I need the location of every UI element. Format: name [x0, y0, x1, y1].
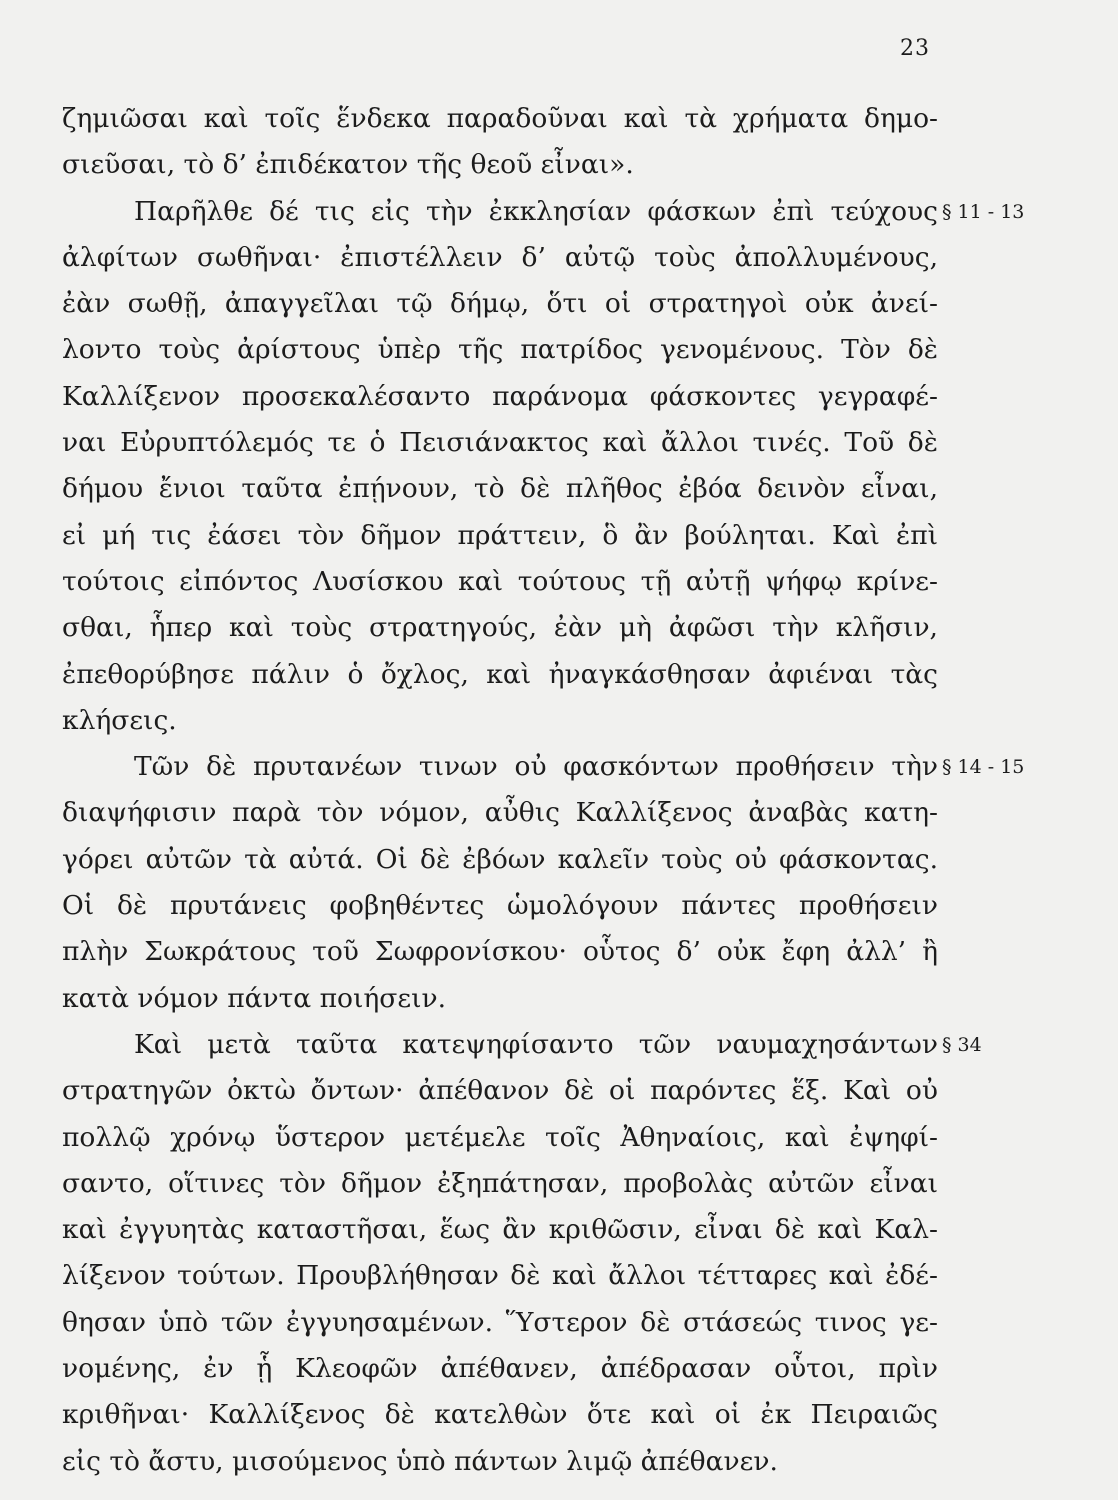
- line-text: εἰ μή τις ἐάσει τὸν δῆμον πράττειν, ὃ ἂν βούληται. Καὶ ἐπὶ: [62, 519, 938, 551]
- text-line: [62, 420, 938, 466]
- text-line: [62, 1115, 938, 1161]
- text-line: [62, 1346, 938, 1392]
- line-text: νομένης, ἐν ᾗ Κλεοφῶν ἀπέθανεν, ἀπέδρασαν οὗτοι, πρὶν: [62, 1353, 938, 1385]
- line-text: σαντο, οἵτινες τὸν δῆμον ἐξηπάτησαν, προβολὰς αὐτῶν εἶναι: [62, 1167, 938, 1199]
- text-line: [62, 513, 938, 559]
- text-line: [62, 327, 938, 373]
- text-line: [62, 1022, 982, 1068]
- line-text: δήμου ἔνιοι ταῦτα ἐπῄνουν, τὸ δὲ πλῆθος ἐβόα δεινὸν εἶναι,: [62, 473, 938, 505]
- page-number: 23: [900, 36, 930, 61]
- line-text: ἐὰν σωθῇ, ἀπαγγεῖλαι τῷ δήμῳ, ὅτι οἱ στρατηγοὶ οὐκ ἀνεί-: [62, 288, 938, 320]
- line-text: ζημιῶσαι καὶ τοῖς ἕνδεκα παραδοῦναι καὶ τὰ χρήματα δημο-: [62, 103, 938, 134]
- text-line: [62, 698, 938, 744]
- line-text: θησαν ὑπὸ τῶν ἐγγυησαμένων. Ὕστερον δὲ στάσεώς τινος γε-: [62, 1306, 938, 1338]
- text-line: [62, 559, 938, 605]
- line-text: καὶ ἐγγυητὰς καταστῆσαι, ἕως ἂν κριθῶσιν, εἶναι δὲ καὶ Καλ-: [62, 1214, 938, 1246]
- line-text: Οἱ δὲ πρυτάνεις φοβηθέντες ὡμολόγουν πάντες προθήσειν: [62, 890, 938, 922]
- text-line: [62, 837, 938, 883]
- text-line: [62, 96, 938, 142]
- text-line: [62, 142, 938, 188]
- text-line: [62, 281, 938, 327]
- line-text: κατὰ νόμον πάντα ποιήσειν.: [62, 982, 446, 1014]
- text-line: [62, 1068, 938, 1114]
- line-text: τούτοις εἰπόντος Λυσίσκου καὶ τούτους τῇ αὐτῇ ψήφῳ κρίνε-: [62, 565, 938, 597]
- text-line: [62, 605, 938, 651]
- text-line: [62, 189, 1025, 235]
- text-line: [62, 1392, 938, 1438]
- line-text: εἰς τὸ ἄστυ, μισούμενος ὑπὸ πάντων λιμῷ ἀπέθανεν.: [62, 1445, 778, 1477]
- line-text: στρατηγῶν ὀκτὼ ὄντων· ἀπέθανον δὲ οἱ παρόντες ἕξ. Καὶ οὐ: [62, 1075, 938, 1107]
- line-text: ἀλφίτων σωθῆναι· ἐπιστέλλειν δ’ αὐτῷ τοὺς ἀπολλυμένους,: [62, 241, 938, 273]
- line-text: κλήσεις.: [62, 704, 177, 736]
- text-line: [62, 1161, 938, 1207]
- text-line: [62, 883, 938, 929]
- line-text: ναι Εὐρυπτόλεμός τε ὁ Πεισιάνακτος καὶ ἄλλοι τινές. Τοῦ δὲ: [62, 427, 938, 459]
- text-line: [62, 929, 938, 975]
- line-text: ἐπεθορύβησε πάλιν ὁ ὄχλος, καὶ ἠναγκάσθησαν ἀφιέναι τὰς: [62, 658, 938, 690]
- line-text: πολλῷ χρόνῳ ὕστερον μετέμελε τοῖς Ἀθηναίοις, καὶ ἐψηφί-: [62, 1121, 938, 1153]
- line-text: λίξενον τούτων. Προυβλήθησαν δὲ καὶ ἄλλοι τέτταρες καὶ ἐδέ-: [62, 1260, 938, 1292]
- text-line: [62, 652, 938, 698]
- line-text: γόρει αὐτῶν τὰ αὐτά. Οἱ δὲ ἐβόων καλεῖν τοὺς οὐ φάσκοντας.: [62, 843, 938, 875]
- text-line: [62, 976, 938, 1022]
- text-line: [62, 466, 938, 512]
- text-line: [62, 744, 1025, 790]
- text-line: [62, 374, 938, 420]
- line-text: διαψήφισιν παρὰ τὸν νόμον, αὖθις Καλλίξενος ἀναβὰς κατη-: [62, 797, 938, 829]
- line-text: σθαι, ἧπερ καὶ τοὺς στρατηγούς, ἐὰν μὴ ἀφῶσι τὴν κλῆσιν,: [62, 612, 938, 644]
- line-text: Καὶ μετὰ ταῦτα κατεψηφίσαντο τῶν ναυμαχησάντων: [134, 1028, 938, 1060]
- text-line: [62, 235, 938, 281]
- text-body: [62, 96, 1025, 1485]
- text-line: [62, 1439, 938, 1485]
- marginal-section-ref: § 34: [942, 1033, 982, 1056]
- line-text: Καλλίξενον προσεκαλέσαντο παράνομα φάσκοντες γεγραφέ-: [62, 380, 938, 412]
- marginal-section-ref: § 14 - 15: [942, 756, 1025, 779]
- line-text: Τῶν δὲ πρυτανέων τινων οὐ φασκόντων προθήσειν τὴν: [134, 751, 938, 783]
- text-line: [62, 1253, 938, 1299]
- text-line: [62, 1207, 938, 1253]
- text-line: [62, 1300, 938, 1346]
- line-text: Παρῆλθε δέ τις εἰς τὴν ἐκκλησίαν φάσκων ἐπὶ τεύχους: [134, 195, 938, 227]
- line-text: κριθῆναι· Καλλίξενος δὲ κατελθὼν ὅτε καὶ οἱ ἐκ Πειραιῶς: [62, 1399, 938, 1431]
- line-text: λοντο τοὺς ἀρίστους ὑπὲρ τῆς πατρίδος γενομένους. Τὸν δὲ: [62, 334, 938, 366]
- line-text: σιεῦσαι, τὸ δ’ ἐπιδέκατον τῆς θεοῦ εἶναι».: [62, 149, 634, 181]
- text-line: [62, 790, 938, 836]
- marginal-section-ref: § 11 - 13: [942, 200, 1025, 223]
- line-text: πλὴν Σωκράτους τοῦ Σωφρονίσκου· οὗτος δ’ οὐκ ἔφη ἀλλ’ ἢ: [62, 936, 938, 968]
